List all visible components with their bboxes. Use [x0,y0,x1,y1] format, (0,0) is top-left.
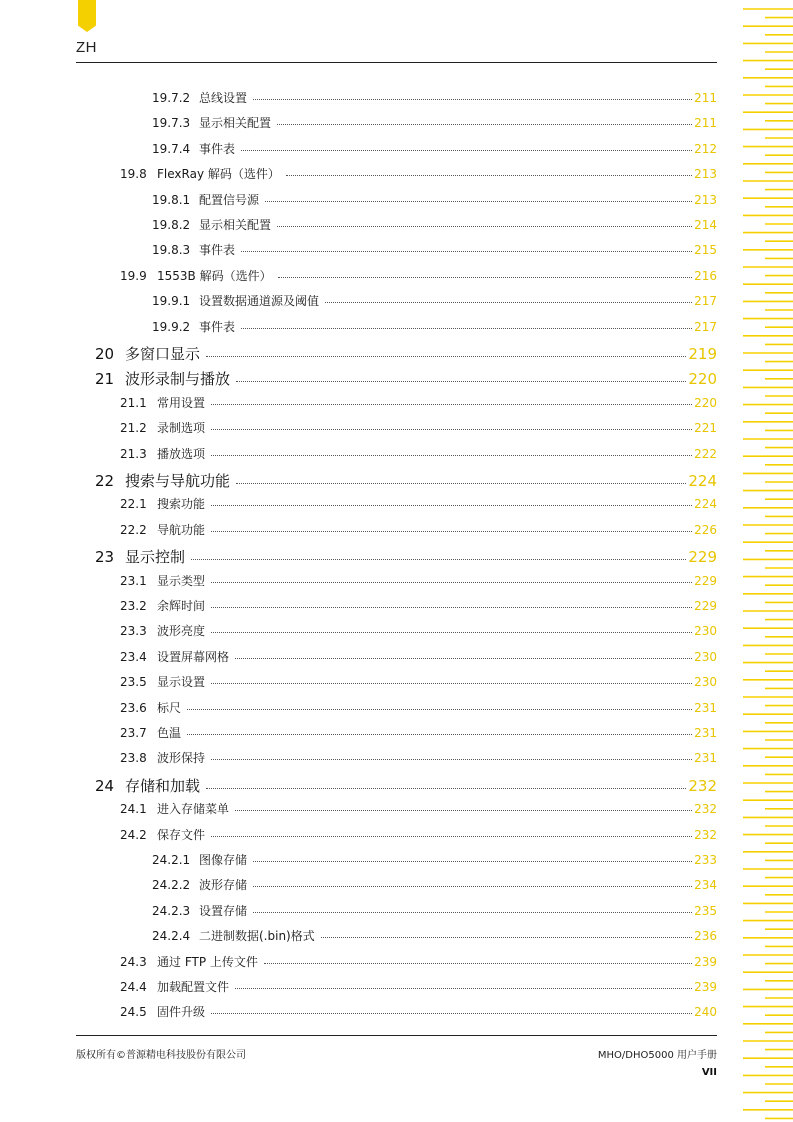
toc-entry-number: 24.1 [120,802,147,817]
toc-entry-level2[interactable] [120,978,717,995]
toc-entry-page: 226 [694,522,717,537]
toc-entry-title: 存储和加载 [125,776,201,795]
toc-entry-number: 21.2 [120,421,147,436]
toc-entry-number: 24.2.2 [152,878,191,893]
toc-entry-level2[interactable] [120,699,717,716]
toc-entry-title: 加载配置文件 [157,980,230,994]
toc-entry-page: 219 [688,345,717,363]
toc-entry-title: 显示相关配置 [199,116,272,131]
toc-entry-page: 230 [694,649,717,664]
toc-entry-level2[interactable] [120,445,717,462]
toc-entry-title: 显示相关配置 [199,218,272,232]
toc-entry-title: 设置数据通道源及阈值 [199,294,320,309]
toc-entry-level3[interactable] [152,191,717,208]
toc-dot-leader [241,328,692,329]
toc-dot-leader [286,175,692,176]
toc-dot-leader [211,1013,692,1014]
toc-entry-level2[interactable] [120,648,717,665]
toc-entry-page: 232 [688,776,717,795]
toc-entry-level3[interactable] [152,902,717,919]
toc-entry-title: 色温 [157,726,182,740]
toc-entry-page: 234 [694,878,717,893]
toc-entry-level1[interactable] [95,546,717,567]
header-rule [76,62,717,63]
toc-dot-leader [236,381,686,382]
toc-entry-number: 21.1 [120,395,147,410]
toc-entry-title: 播放选项 [157,446,206,461]
toc-entry-title: 搜索功能 [157,497,206,512]
toc-entry-level2[interactable] [120,953,717,970]
toc-entry-number: 24.3 [120,954,147,969]
header-flag [78,0,96,32]
toc-entry-page: 215 [694,243,717,258]
toc-entry-number: 24.4 [120,980,147,994]
toc-entry-number: 23.1 [120,573,147,588]
toc-entry-level2[interactable] [120,495,717,512]
toc-dot-leader [253,912,692,913]
toc-entry-page: 233 [694,853,717,867]
toc-entry-page: 230 [694,675,717,690]
language-label: ZH [76,39,97,56]
toc-dot-leader [241,150,692,151]
toc-entry-level3[interactable] [152,292,717,309]
toc-entry-page: 216 [694,268,717,283]
toc-entry-number: 23.6 [120,700,147,715]
toc-entry-level2[interactable] [120,724,717,741]
toc-dot-leader [277,124,692,125]
toc-entry-level2[interactable] [120,800,717,817]
toc-entry-page: 232 [694,827,717,842]
toc-dot-leader [211,582,692,583]
toc-entry-page: 213 [694,167,717,182]
toc-entry-page: 231 [694,700,717,715]
toc-entry-number: 24.2.3 [152,903,191,918]
toc-entry-number: 21.3 [120,446,147,461]
toc-entry-number: 21 [95,370,115,389]
toc-entry-number: 23.5 [120,675,147,690]
page-number: VII [701,1067,717,1078]
toc-entry-number: 19.9.1 [152,294,191,309]
toc-entry-level2[interactable] [120,165,717,182]
toc-entry-level2[interactable] [120,622,717,639]
toc-entry-page: 222 [694,446,717,461]
toc-entry-page: 214 [694,218,717,232]
toc-dot-leader [211,759,692,760]
toc-entry-title: 保存文件 [157,827,206,842]
toc-entry-page: 231 [694,751,717,766]
toc-entry-number: 23.3 [120,624,147,639]
toc-entry-title: 录制选项 [157,421,206,436]
toc-dot-leader [321,937,692,938]
toc-entry-page: 220 [694,395,717,410]
toc-entry-level3[interactable] [152,851,717,868]
toc-entry-level3[interactable] [152,89,717,106]
toc-entry-level2[interactable] [120,521,717,538]
toc-entry-title: 波形录制与播放 [125,370,231,389]
toc-entry-number: 24.2.4 [152,929,191,944]
toc-entry-level1[interactable] [95,343,717,364]
toc-entry-title: 二进制数据(.bin)格式 [199,929,315,944]
toc-entry-number: 19.8.2 [152,218,191,232]
toc-entry-level2[interactable] [120,597,717,614]
toc-entry-title: 显示设置 [157,675,206,690]
toc-entry-level1[interactable] [95,775,717,796]
toc-dot-leader [211,683,692,684]
toc-dot-leader [235,988,692,989]
toc-entry-page: 211 [694,91,717,105]
toc-entry-title: FlexRay 解码（选件） [157,167,280,182]
toc-entry-title: 固件升级 [157,1005,206,1020]
toc-dot-leader [187,709,692,710]
toc-entry-number: 20 [95,345,115,363]
page-edge-ruler [743,0,793,1122]
toc-entry-level3[interactable] [152,876,717,893]
toc-dot-leader [191,559,686,560]
toc-dot-leader [211,836,692,837]
toc-entry-title: 事件表 [199,243,236,258]
toc-entry-title: 搜索与导航功能 [125,472,231,490]
toc-entry-level2[interactable] [120,394,717,411]
toc-entry-page: 231 [694,726,717,740]
toc-dot-leader [278,277,693,278]
toc-entry-page: 211 [694,116,717,131]
toc-entry-title: 显示类型 [157,573,206,588]
toc-entry-level3[interactable] [152,241,717,258]
toc-entry-level2[interactable] [120,826,717,843]
toc-dot-leader [235,658,692,659]
toc-entry-title: 1553B 解码（选件） [157,268,272,283]
toc-dot-leader [211,607,692,608]
toc-entry-page: 232 [694,802,717,817]
toc-entry-level3[interactable] [152,140,717,157]
toc-dot-leader [253,861,692,862]
toc-entry-level2[interactable] [120,572,717,589]
toc-entry-title: 波形存储 [199,878,248,893]
toc-entry-title: 设置屏幕网格 [157,649,230,664]
toc-dot-leader [241,251,692,252]
toc-dot-leader [253,99,692,100]
toc-dot-leader [264,963,692,964]
toc-entry-number: 19.9 [120,268,147,283]
toc-entry-title: 配置信号源 [199,192,260,207]
toc-entry-number: 19.8.1 [152,192,191,207]
toc-entry-level2[interactable] [120,673,717,690]
toc-entry-number: 23.4 [120,649,147,664]
toc-entry-number: 24.5 [120,1005,147,1020]
toc-entry-number: 22.2 [120,522,147,537]
toc-dot-leader [277,226,692,227]
toc-entry-number: 22.1 [120,497,147,512]
toc-entry-page: 224 [694,497,717,512]
toc-entry-title: 标尺 [157,700,182,715]
copyright-text: 版权所有©普源精电科技股份有限公司 [76,1050,246,1061]
toc-entry-number: 19.9.2 [152,319,191,334]
toc-entry-number: 24.2.1 [152,853,191,867]
toc-dot-leader [211,404,692,405]
toc-dot-leader [265,201,692,202]
toc-entry-level3[interactable] [152,318,717,335]
toc-dot-leader [206,788,686,789]
toc-entry-number: 23.8 [120,751,147,766]
toc-entry-title: 波形亮度 [157,624,206,639]
toc-entry-page: 240 [694,1005,717,1020]
toc-entry-level1[interactable] [95,470,717,491]
toc-entry-title: 图像存储 [199,853,248,867]
toc-entry-number: 23 [95,548,115,567]
toc-entry-title: 多窗口显示 [125,345,201,363]
toc-entry-title: 显示控制 [125,548,186,567]
toc-entry-page: 220 [688,370,717,389]
toc-entry-title: 余辉时间 [157,599,206,613]
toc-entry-title: 进入存储菜单 [157,802,230,817]
toc-entry-page: 212 [694,141,717,156]
toc-entry-level2[interactable] [120,1003,717,1020]
toc-entry-title: 事件表 [199,319,236,334]
toc-entry-number: 19.7.4 [152,141,191,156]
toc-entry-page: 229 [688,548,717,567]
toc-entry-number: 19.7.3 [152,116,191,131]
manual-title: MHO/DHO5000 用户手册 [597,1050,717,1061]
toc-dot-leader [235,810,692,811]
toc-dot-leader [211,632,692,633]
toc-entry-page: 236 [694,929,717,944]
toc-entry-title: 常用设置 [157,395,206,410]
toc-entry-title: 事件表 [199,141,236,156]
toc-entry-level2[interactable] [120,419,717,436]
toc-entry-number: 19.8.3 [152,243,191,258]
toc-dot-leader [211,531,692,532]
toc-entry-number: 22 [95,472,115,490]
toc-entry-level1[interactable] [95,368,717,389]
toc-dot-leader [253,886,692,887]
toc-entry-page: 239 [694,980,717,994]
toc-entry-number: 23.2 [120,599,147,613]
toc-entry-number: 19.8 [120,167,147,182]
toc-entry-level3[interactable] [152,114,717,131]
toc-dot-leader [206,356,686,357]
toc-entry-title: 通过 FTP 上传文件 [157,954,258,969]
toc-entry-level2[interactable] [120,749,717,766]
toc-entry-level3[interactable] [152,927,717,944]
toc-entry-number: 24 [95,776,115,795]
toc-entry-page: 239 [694,954,717,969]
toc-entry-page: 213 [694,192,717,207]
toc-entry-page: 235 [694,903,717,918]
toc-dot-leader [236,483,686,484]
toc-entry-number: 19.7.2 [152,91,191,105]
toc-entry-page: 224 [688,472,717,490]
toc-entry-level3[interactable] [152,216,717,233]
toc-entry-page: 217 [694,319,717,334]
toc-dot-leader [187,734,692,735]
toc-entry-title: 波形保持 [157,751,206,766]
toc-entry-title: 导航功能 [157,522,206,537]
toc-dot-leader [325,302,692,303]
toc-entry-page: 230 [694,624,717,639]
toc-entry-number: 24.2 [120,827,147,842]
toc-entry-title: 设置存储 [199,903,248,918]
toc-entry-page: 217 [694,294,717,309]
toc-dot-leader [211,429,692,430]
toc-entry-page: 221 [694,421,717,436]
toc-dot-leader [211,505,692,506]
toc-entry-page: 229 [694,599,717,613]
toc-entry-level2[interactable] [120,267,717,284]
footer-rule [76,1035,717,1036]
toc-dot-leader [211,455,692,456]
toc-entry-number: 23.7 [120,726,147,740]
toc-entry-page: 229 [694,573,717,588]
toc-entry-title: 总线设置 [199,91,248,105]
